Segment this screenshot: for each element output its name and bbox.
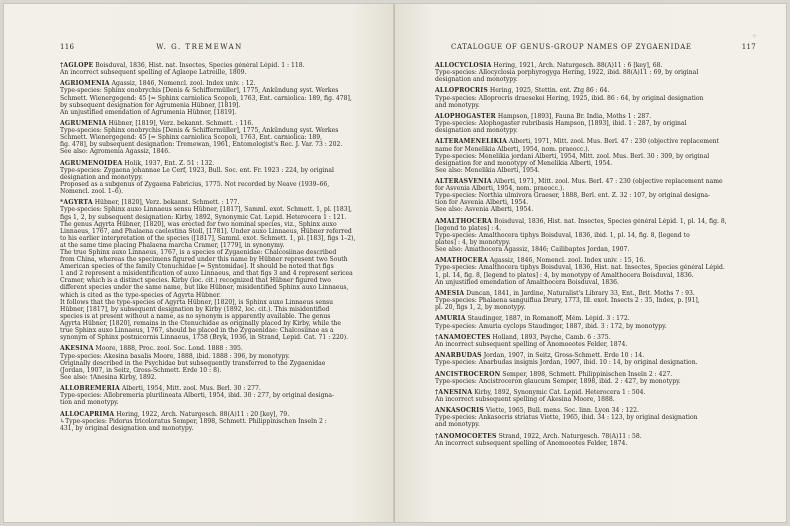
catalogue-entry [435,218,753,253]
catalogue-entry [435,352,753,366]
genus-name: †AGLOPE [60,62,94,69]
genus-name: ALOPHOGASTER [435,112,496,120]
genus-name: AMURIA [435,315,466,323]
entry-text-line: Type-species: Alloprocris draesekei Hering, 1925, ibid. 86 : 64, by original designation [435,94,704,102]
entry-text-line: synonym of Sphinx postnicornis Linnaeus, 1758 (Bryk, 1936, in Strand, Lepid. Cat. 71 : 220). [60,334,349,342]
entry-text-line: Type-species: Alophogaster rubribasis Hampson, [1893], ibid. 1 : 287, by original [435,120,687,128]
genus-name: ALTERASVENIA [435,178,492,186]
entry-heading-line: AGRUMENIA Hübner, [1819], Verz. bekannt. Schmett. : 116. [60,120,254,128]
genus-name: AGRIOMENIA [60,80,110,88]
entry-text-line: See also: Agromenia Agassiz, 1846. [60,148,171,156]
catalogue-entry [435,315,753,329]
entry-text-line: See also: †Anesina Kirby, 1892. [60,373,157,381]
entry-text-line: (Jordan, 1907, in Seitz, Gross-Schmett. Erde 10 : 8). [60,366,222,374]
entry-heading-line: ANARBUDAS Jordan, 1907, in Seitz, Gross-Schmett. Erde 10 : 14. [435,352,645,360]
entry-text-line: which is cited as the type-species of Agyrta Hübner. [60,291,221,299]
entry-text-line: An incorrect subsequent spelling of Anomoeotes Felder, 1874. [435,439,628,447]
entry-text-line: figs 1, 2, by subsequent designation: Kirby, 1892, Synonymic Cat. Lepid. Heterocera 1 : 121. [60,213,347,221]
entry-text-line: An incorrect subsequent spelling of Anomoeotes Felder, 1874. [435,340,628,348]
entry-text-line: Type-species: Amuria cyclops Staudinger, 1887, ibid. 3 : 172, by monotypy. [435,322,667,330]
entry-text-line: from China, whereas the specimens figured under this name by Hübner represent two South [60,256,348,264]
catalogue-entry [60,62,366,76]
entry-text-line: designation and monotypy. [435,76,518,84]
entry-heading-line: ALLOCAPRIMA Hering, 1922, Arch. Naturgesch. 88(A)11 : 20 [key], 79. [60,410,290,418]
entry-text-line: Cramer, which is a distinct species. Kirby (loc. cit.) recognized that Hübner figured two [60,277,331,285]
catalogue-entry [435,389,753,403]
book-spread [4,4,786,522]
entry-text-line: [legend to plates] : 4. [435,224,502,232]
entry-text-line: Schmett. Wienergegend: 45 [= Sphinx carniolica Scopoli, 1763, Ent. carniolica: 189, [60,134,323,142]
entry-heading-line: †AGLOPE Boisduval, 1836, Hist. nat. Insectes, Species général Lépid. 1 : 118. [60,62,305,69]
catalogue-entry [435,62,753,83]
genus-name: †ANOMOCOETES [435,432,497,440]
catalogue-entry [435,371,753,385]
entry-text-line: Agyrta Hübner, [1820], remains in the Ctenuchidae as originally placed by Kirby, while the [60,319,342,327]
catalogue-entry [435,334,753,348]
right-page-content [435,62,753,451]
entry-text-line: Proposed as a subgenus of Zygaena Fabricius, 1775. Not recorded by Neave (1939–66, [60,180,330,188]
entry-heading-line: ALLOCYCLOSIA Hering, 1921, Arch. Naturgesch. 88(A)11 : 6 [key], 68. [435,62,663,69]
entry-text-line: Type-species: Allocyclosia porphyrogyga Hering, 1922, ibid. 88(A)11 : 69, by original [435,69,699,77]
genus-name: †ANAMOECTES [435,333,491,341]
entry-heading-line: *AGYRTA Hübner, [1820], Verz. bekannt. Schmett. : 177. [60,199,240,207]
genus-name: ANCISTROCERON [435,370,501,378]
entry-text-line: An incorrect subsequent spelling of Aglaope Latreille, 1809. [60,69,247,77]
entry-text-line: 1, pl. 14, fig. 8, [legend to plates] : 4, by monotypy of Amalthocera Boisduval, 1836. [435,271,694,279]
entry-text-line: Schmett. Wienergegend: 45 [= Sphinx carniolica Scopoli, 1763, Ent. carniolica: 189, fig. 478], [60,94,352,102]
entry-text-line: designation and monotypy. [435,127,518,135]
entry-text-line: plates] : 4, by monotypy. [435,239,511,246]
entry-text-line: to his earlier interpretation of the species ([1817], Samml. exot. Schmett. 1, pl. [183], figs 1–2), [60,234,356,242]
catalogue-entry [60,120,366,155]
entry-text-line: See also: Menelikia Alberti, 1954. [435,166,540,174]
right-page [395,4,786,522]
page-number: 116 [60,43,75,51]
entry-text-line: Type-species: Ankasocris striatus Viette, 1965, ibid. 34 : 123, by original designation [435,414,698,422]
entry-text-line: Type-species: Northia ulmivora Graeser, 1888, Berl. ent. Z. 32 : 107, by original designa- [435,192,711,200]
catalogue-entry [60,160,366,195]
entry-heading-line: ALOPHOGASTER Hampson, [1893], Fauna Br. India, Moths 1 : 287. [435,112,652,120]
entry-text-line: and monotypy. [435,421,480,429]
running-head: W. G. TREMEWAN [156,43,243,51]
entry-heading-line: AMALTHOCERA Boisduval, 1836, Hist. nat. Insectes, Species général Lépid. 1, pl. 14, fig. 8, [435,217,727,225]
entry-heading-line: ALTERAMENELIKIA Alberti, 1971, Mitt. zool. Mus. Berl. 47 : 230 (objective replacement [435,138,720,146]
catalogue-entry [435,178,753,213]
entry-text-line: by subsequent designation for Agrumenia Hübner, [1819]. [60,101,241,109]
entry-text-line: different species under the same name, but like Hübner, misidentified Sphinx auxo Linnaeus, [60,284,349,292]
catalogue-entry [435,138,753,173]
entry-text-line: It follows that the type-species of Agyrta Hübner, [1820], is Sphinx auxo Linnaeus sensu [60,298,334,306]
entry-text-line: at the same time placing Phalaena marcha Cramer, [1779], in synonymy. [60,241,285,249]
page-number: 117 [741,43,756,51]
entry-text-line: for Asvenia Alberti, 1954, nom. praeocc.). [435,185,565,193]
genus-name: †ANESINA [435,388,473,396]
entry-text-line: designation and monotypy. [60,173,143,181]
catalogue-entry [435,407,753,428]
genus-name: AGRUMENIA [60,120,107,128]
entry-text-line: and monotypy. [435,101,480,109]
entry-text-line: pl. 20, figs 1, 2, by monotypy. [435,304,526,312]
entry-heading-line: AGRIOMENIA Agassiz, 1846, Nomencl. zool. Index univ. : 12. [60,80,256,88]
entry-heading-line: ALLOBREMERIA Alberti, 1954, Mitt. zool. Mus. Berl. 30 : 277. [60,385,261,393]
catalogue-entry [435,290,753,311]
entry-text-line: ↳Type-species: Pidorus tricoloratus Semper, 1898, Schmett. Philippinischen Inseln 2 : [60,417,327,425]
genus-name: ALLOCYCLOSIA [435,62,492,69]
genus-name: ALLOCAPRIMA [60,410,115,418]
entry-text-line: An unjustified emendation of Agrumenia Hübner, [1819]. [60,108,237,116]
library-stamp-icon: ⌖ [752,32,758,42]
entry-text-line: Type-species: Anarbudas insignis Jordan, 1907, ibid. 10 : 14, by original designation. [435,359,698,367]
genus-name: ALLOBREMERIA [60,385,120,393]
genus-name: ANARBUDAS [435,352,482,360]
entry-text-line: Type-species: Sphinx auxo Linnaeus sensu Hübner, [1817], Samml. exot. Schmett. 1, pl. [183], [60,206,352,214]
genus-name: ALLOPROCRIS [435,87,488,95]
entry-heading-line: ALLOPROCRIS Hering, 1925, Stettin. ent. Ztg 86 : 64. [435,87,610,95]
genus-name: *AGYRTA [60,199,93,207]
entry-heading-line: AMESIA Duncan, 1841, in Jardine, Naturalist's Library 33, Ent., Brit. Moths 7 : 93. [435,289,695,297]
entry-text-line: The true Sphinx auxo Linnaeus, 1767, is a species of Zygaenidae: Chalcosiinae described [60,249,337,256]
entry-heading-line: AMURIA Staudinger, 1887, in Romanoff, Mém. Lépid. 3 : 172. [435,315,630,323]
entry-text-line: tion for Asvenia Alberti, 1954. [435,199,529,207]
running-head: CATALOGUE OF GENUS-GROUP NAMES OF ZYGAENIDAE [451,43,692,51]
entry-text-line: 1 and 2 represent a misidentification of auxo Linnaeus, and that figs 3 and 4 represent sericea [60,270,353,278]
entry-heading-line: ALTERASVENIA Alberti, 1971, Mitt. zool. Mus. Berl. 47 : 230 (objective replacement name [435,178,723,186]
catalogue-entry [435,257,753,285]
entry-text-line: true Sphinx auxo Linnaeus, 1767, should be placed in the Zygaenidae: Chalcosiinae as a [60,327,334,335]
genus-name: AKESINA [60,345,94,353]
entry-text-line: Nomencl. zool. 1–6). [60,188,124,196]
genus-name: AMALTHOCERA [435,217,493,225]
entry-heading-line: AKESINA Moore, 1888, Proc. zool. Soc. Lond. 1888 : 395. [60,345,243,353]
genus-name: AMESIA [435,289,465,297]
entry-heading-line: †ANAMOECTES Holland, 1893, Psyche, Camb. 6 : 375. [435,333,611,341]
entry-text-line: Type-species: Menelikia jordani Alberti, 1954, Mitt. zool. Mus. Berl. 30 : 309, by original [435,152,710,160]
entry-text-line: Type-species: Zygaena johannae Le Cerf, 1923, Bull. Soc. ent. Fr. 1923 : 224, by original [60,166,334,174]
entry-heading-line: AGRUMENOIDEA Holik, 1937, Ent. Z. 51 : 132. [60,159,215,167]
catalogue-entry [435,433,753,447]
entry-text-line: The genus Agyrta Hübner, [1820], was erected for two nominal species, viz., Sphinx auxo [60,220,337,228]
entry-text-line: fig. 478], by subsequent designation: Tremewan, 1961, Entomologist's Rec. J. Var. 73 : 202. [60,141,343,149]
entry-heading-line: †ANESINA Kirby, 1892, Synonymic Cat. Lepid. Heterocera 1 : 504. [435,388,646,396]
entry-text-line: name for Menelikia Alberti, 1954, nom. praeocc.). [435,145,590,153]
entry-text-line: Type-species: Sphinx onobrychis [Denis & Schiffermüller], 1775, Ankündung syst. Werkes [60,127,339,135]
catalogue-entry [435,113,753,134]
genus-name: AMATHOCERA [435,257,488,265]
entry-text-line: American species of the family Ctenuchidae [= Syntomidae]. It should be noted that figs [60,263,334,271]
entry-text-line: tion and monotypy. [60,399,119,407]
catalogue-entry [60,345,366,380]
catalogue-entry [60,411,366,432]
entry-text-line: Hübner, [1817], by subsequent designation by Kirby (1892, loc. cit.). This misidentified [60,305,330,313]
entry-text-line: See also: Amathocera Agassiz, 1846; Cailibaptes Jordan, 1907. [435,246,630,254]
catalogue-entry [60,199,366,341]
entry-text-line: An incorrect subsequent spelling of Akesina Moore, 1888. [435,396,615,403]
entry-text-line: An unjustified emendation of Amalthocera Boisduval, 1836. [435,278,619,286]
catalogue-entry [435,87,753,108]
left-page [4,4,395,522]
entry-heading-line: AMATHOCERA Agassiz, 1846, Nomencl. zool. Index univ. : 15, 16. [435,257,646,265]
entry-text-line: Type-species: Ancistroceron glaucum Semper, 1898, ibid. 2 : 427, by monotypy. [435,377,681,385]
entry-text-line: Type-species: Sphinx onobrychis [Denis & Schiffermüller], 1775, Ankündung syst. Werkes [60,87,339,95]
entry-text-line: Linnaeus, 1767, and Phalaena caelestina Stoll, [1781]. Under auxo Linnaeus, Hübner referred [60,227,352,235]
entry-text-line: Type-species: Allobremeria plurilineata Alberti, 1954, ibid. 30 : 277, by original designa- [60,392,335,400]
left-page-content [60,62,366,436]
entry-text-line: Type-species: Akesina basalis Moore, 1888, ibid. 1888 : 396, by monotypy. [60,352,290,360]
catalogue-entry [60,80,366,115]
entry-text-line: species is at present without a name, as no synonym is apparently available. The genus [60,312,331,320]
entry-text-line: 431, by original designation and monotypy. [60,424,194,432]
entry-heading-line: †ANOMOCOETES Strand, 1922, Arch. Naturgesch. 78(A)11 : 58. [435,432,642,440]
entry-text-line: Type-species: Amalthocera tiphys Boisduval, 1836, ibid. 1, pl. 14, fig. 8, [legend to [435,231,690,239]
entry-text-line: designation for and monotypy of Menelikia Alberti, 1954. [435,159,613,167]
entry-text-line: See also: Asvenia Alberti, 1954. [435,206,534,214]
genus-name: ALTERAMENELIKIA [435,138,508,146]
entry-text-line: Originally described in the Psychidae but subsequently transferred to the Zygaenidae [60,359,326,367]
entry-heading-line: ANCISTROCERON Semper, 1898, Schmett. Philippinischen Inseln 2 : 427. [435,370,673,378]
genus-name: AGRUMENOIDEA [60,159,123,167]
entry-heading-line: ANKASOCRIS Viette, 1965, Bull. mens. Soc. linn. Lyon 34 : 122. [435,407,639,415]
entry-text-line: Type-species: Phalaena sanguiflua Drury, 1773, Ill. exot. Insects 2 : 35, Index, p. [91], [435,297,700,305]
entry-text-line: Type-species: Amalthocera tiphys Boisduval, 1836, Hist. nat. Insectes, Species général Lépid. [435,264,725,272]
genus-name: ANKASOCRIS [435,407,484,415]
catalogue-entry [60,385,366,406]
